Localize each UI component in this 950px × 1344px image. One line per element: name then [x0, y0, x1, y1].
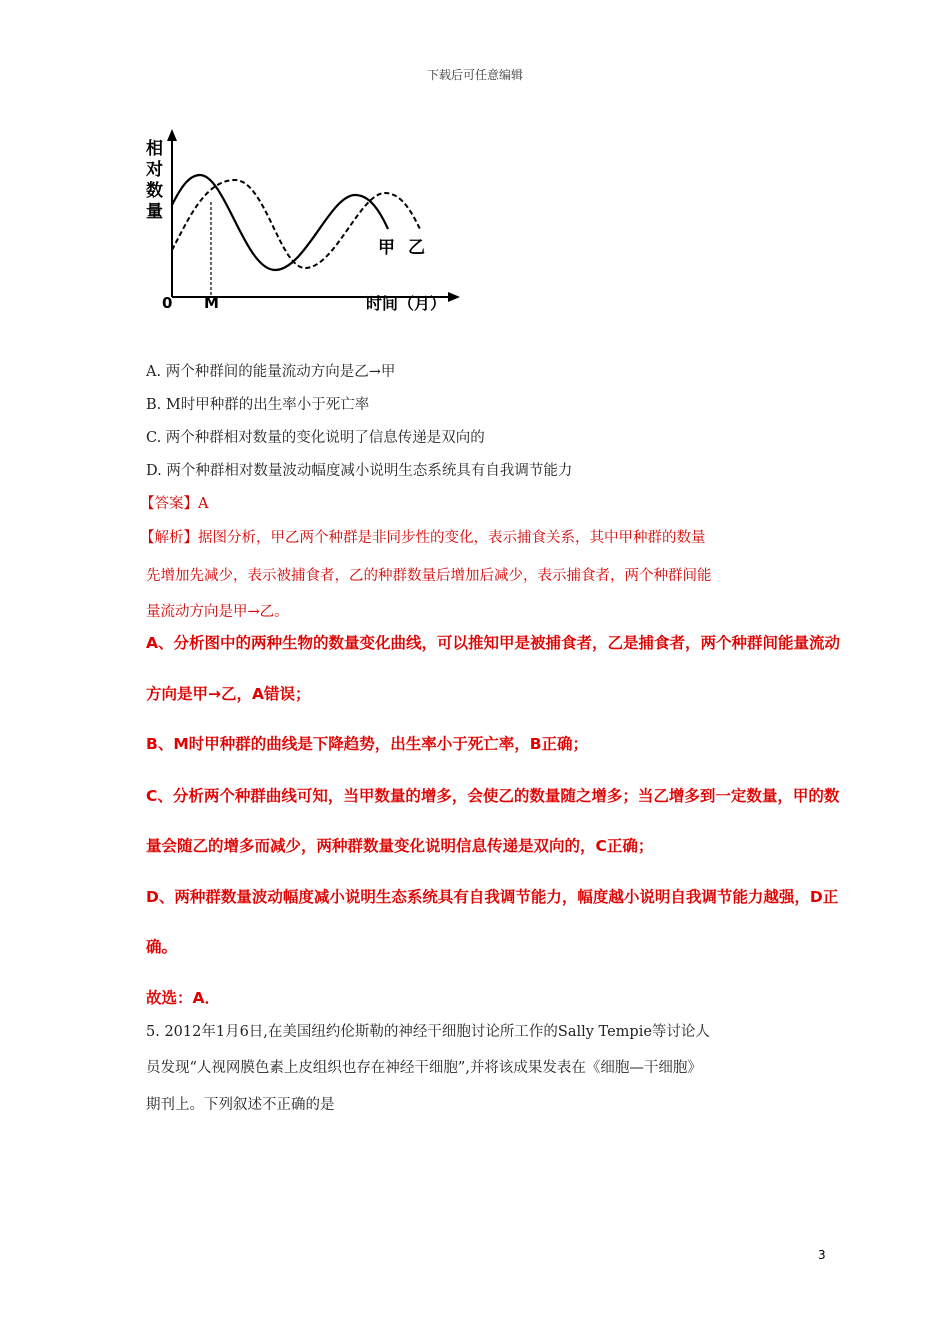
y-label-char: 对 [146, 160, 163, 180]
explanation-line: 确。 [146, 938, 178, 956]
origin-label: 0 [162, 294, 173, 312]
explanation-conclusion: 故选：A． [146, 989, 220, 1007]
answer-line [140, 492, 208, 513]
option-c: C. 两个种群相对数量的变化说明了信息传递是双向的 [146, 430, 485, 446]
population-curve-figure [140, 125, 470, 315]
explanation-line: D、两种群数量波动幅度减小说明生态系统具有自我调节能力，幅度越小说明自我调节能力越强，D正 [146, 888, 839, 906]
option-d: D. 两个种群相对数量波动幅度减小说明生态系统具有自我调节能力 [146, 463, 573, 479]
analysis-text: 据图分析，甲乙两个种群是非同步性的变化，表示捕食关系，其中甲种群的数量 [198, 530, 706, 546]
analysis-line [140, 526, 706, 547]
x-axis-arrow [448, 292, 460, 302]
m-label: M [204, 294, 219, 312]
option-b: B. M时甲种群的出生率小于死亡率 [146, 397, 370, 413]
answer-tag: 【答案】 [140, 496, 198, 512]
question-5-line: 员发现“人视网膜色素上皮组织也存在神经干细胞”,并将该成果发表在《细胞—干细胞》 [146, 1060, 702, 1076]
series-label-jia: 甲 [378, 238, 395, 258]
series-label-yi: 乙 [408, 238, 425, 258]
question-5-line: 期刊上。下列叙述不正确的是 [146, 1097, 335, 1113]
explanation-line: A、分析图中的两种生物的数量变化曲线，可以推知甲是被捕食者，乙是捕食者，两个种群间能量流动 [146, 634, 840, 652]
explanation-line: 量会随乙的增多而减少，两种群数量变化说明信息传递是双向的，C正确； [146, 837, 654, 855]
page-header: 下载后可任意编辑 [426, 68, 523, 82]
question-5-line: 5. 2012年1月6日,在美国纽约伦斯勒的神经干细胞讨论所工作的Sally Tempie等讨论人 [146, 1024, 710, 1040]
y-label-char: 相 [146, 139, 163, 159]
analysis-line: 量流动方向是甲→乙。 [146, 604, 289, 620]
y-axis-arrow [167, 129, 177, 141]
series-jia-curve [172, 175, 388, 270]
answer-value: A [198, 496, 209, 512]
analysis-tag: 【解析】 [140, 530, 198, 546]
curve-graphic [140, 125, 470, 315]
analysis-line: 先增加先减少，表示被捕食者，乙的种群数量后增加后减少，表示捕食者，两个种群间能 [146, 568, 712, 584]
explanation-line: C、分析两个种群曲线可知，当甲数量的增多，会使乙的数量随之增多；当乙增多到一定数量，甲的数 [146, 787, 840, 805]
x-axis-label: 时间（月） [366, 294, 447, 313]
page-number: 3 [818, 1248, 826, 1262]
y-label-char: 数 [146, 181, 163, 201]
option-a: A. 两个种群间的能量流动方向是乙→甲 [146, 364, 396, 380]
explanation-line: 方向是甲→乙，A错误； [146, 685, 311, 703]
explanation-line: B、M时甲种群的曲线是下降趋势，出生率小于死亡率，B正确； [146, 735, 589, 753]
y-label-char: 量 [146, 202, 163, 222]
